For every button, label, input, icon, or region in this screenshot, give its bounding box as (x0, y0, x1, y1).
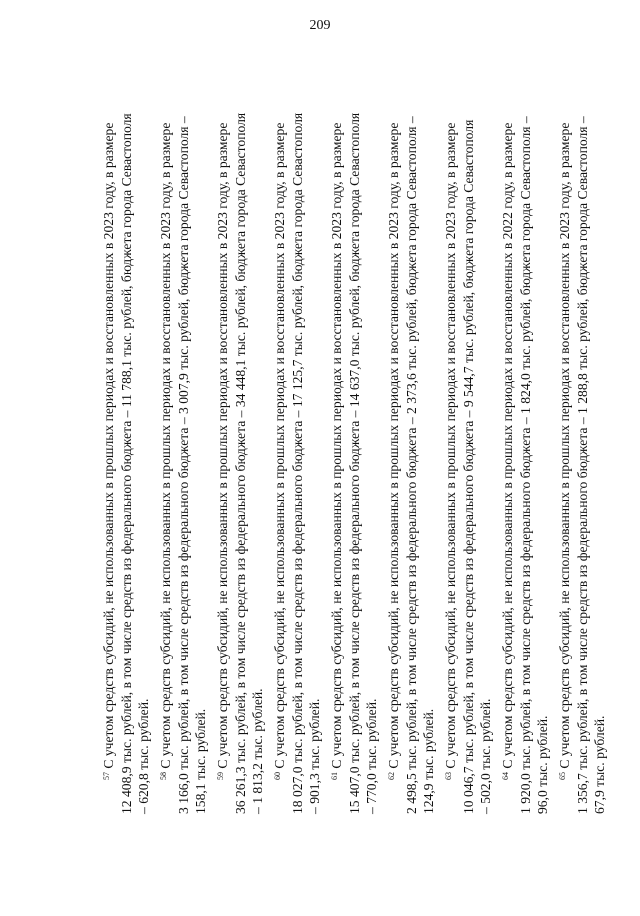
footnote-first-line (499, 46, 517, 814)
footnote-text: С учетом средств субсидий, не использованных в прошлых периодах и восстановленных в 2023 году, в размере (443, 122, 458, 769)
footnote-line: – 620,8 тыс. рублей. (136, 698, 152, 814)
footnote-first-line (442, 46, 460, 814)
footnote-line: 36 261,3 тыс. рублей, в том числе средств из федерального бюджета – 34 448,1 тыс. рублей, бюджета города Севастополя (232, 112, 248, 814)
footnote-line: 10 046,7 тыс. рублей, в том числе средств из федерального бюджета – 9 544,7 тыс. рублей, бюджета города Севастополя (460, 119, 476, 814)
footnote-57 (100, 46, 157, 814)
footnote-line: 12 408,9 тыс. рублей, в том числе средств из федерального бюджета – 11 788,1 тыс. рублей, бюджета города Севастополя (118, 113, 134, 814)
footnote-first-line (385, 46, 403, 814)
footnote-text: С учетом средств субсидий, не использованных в прошлых периодах и восстановленных в 2022 году, в размере (500, 122, 515, 769)
footnote-line: – 901,3 тыс. рублей. (307, 698, 323, 814)
footnote-line: 3 166,0 тыс. рублей, в том числе средств из федерального бюджета – 3 007,9 тыс. рублей, бюджета города Севастополя – (175, 116, 191, 814)
footnote-first-line (100, 46, 118, 814)
footnote-number: 63 (444, 772, 453, 780)
footnote-line: 96,0 тыс. рублей. (535, 715, 551, 814)
footnote-line: 2 498,5 тыс. рублей, в том числе средств из федерального бюджета – 2 373,6 тыс. рублей, бюджета города Севастополя – (403, 116, 419, 814)
footnote-number: 59 (216, 772, 225, 780)
footnote-61 (328, 46, 385, 814)
footnote-number: 61 (330, 772, 339, 780)
footnote-text: С учетом средств субсидий, не использованных в прошлых периодах и восстановленных в 2023 году, в размере (215, 122, 230, 769)
footnote-line: – 1 813,2 тыс. рублей. (250, 688, 266, 814)
footnote-59 (214, 46, 271, 814)
footnote-line: 1 920,0 тыс. рублей, в том числе средств из федерального бюджета – 1 824,0 тыс. рублей, бюджета города Севастополя – (517, 116, 533, 814)
footnote-65 (556, 46, 613, 814)
footnote-text: С учетом средств субсидий, не использованных в прошлых периодах и восстановленных в 2023 году, в размере (386, 122, 401, 769)
footnote-line: 124,9 тыс. рублей. (421, 708, 437, 814)
footnote-63 (442, 46, 499, 814)
footnote-line: – 502,0 тыс. рублей. (478, 698, 494, 814)
footnote-62 (385, 46, 442, 814)
footnote-line: 67,9 тыс. рублей. (592, 715, 608, 814)
footnote-first-line (556, 46, 574, 814)
footnote-text: С учетом средств субсидий, не использованных в прошлых периодах и восстановленных в 2023 году, в размере (329, 122, 344, 769)
footnote-first-line (328, 46, 346, 814)
footnote-60 (271, 46, 328, 814)
footnote-text: С учетом средств субсидий, не использованных в прошлых периодах и восстановленных в 2023 году, в размере (158, 122, 173, 769)
footnote-number: 64 (501, 772, 510, 780)
footnote-line: – 770,0 тыс. рублей. (364, 698, 380, 814)
footnote-first-line (157, 46, 175, 814)
footnote-text: С учетом средств субсидий, не использованных в прошлых периодах и восстановленных в 2023 году, в размере (272, 122, 287, 769)
footnote-number: 62 (387, 772, 396, 780)
footnote-text: С учетом средств субсидий, не использованных в прошлых периодах и восстановленных в 2023 году, в размере (557, 122, 572, 769)
footnote-number: 65 (558, 772, 567, 780)
footnote-number: 57 (102, 772, 111, 780)
footnote-line: 15 407,0 тыс. рублей, в том числе средств из федерального бюджета – 14 637,0 тыс. рублей, бюджета города Севастополя (346, 112, 362, 814)
footnote-58 (157, 46, 214, 814)
footnote-first-line (271, 46, 289, 814)
page-number: 209 (309, 18, 331, 33)
footnote-line: 1 356,7 тыс. рублей, в том числе средств из федерального бюджета – 1 288,8 тыс. рублей, бюджета города Севастополя – (574, 116, 590, 814)
footnote-number: 60 (273, 772, 282, 780)
footnote-64 (499, 46, 556, 814)
footnote-line: 158,1 тыс. рублей. (193, 708, 209, 814)
footnote-number: 58 (159, 772, 168, 780)
footnote-first-line (214, 46, 232, 814)
footnote-line: 18 027,0 тыс. рублей, в том числе средств из федерального бюджета – 17 125,7 тыс. рублей, бюджета города Севастополя (289, 112, 305, 814)
footnote-text: С учетом средств субсидий, не использованных в прошлых периодах и восстановленных в 2023 году, в размере (101, 122, 116, 769)
rotated-footnotes-block (100, 46, 608, 814)
